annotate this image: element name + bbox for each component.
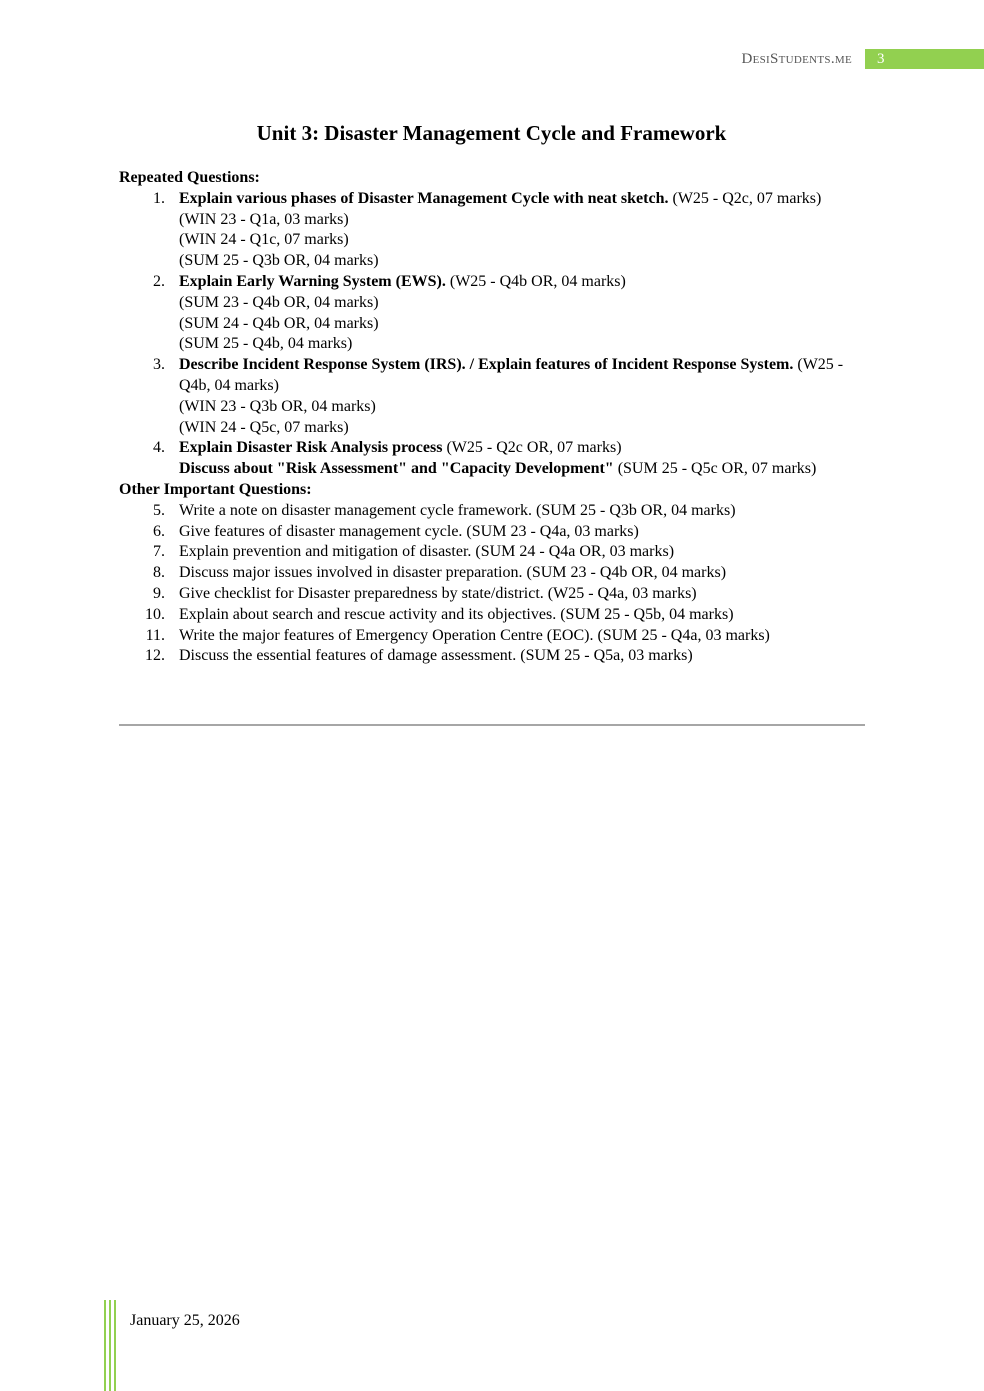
- item-question: Explain various phases of Disaster Management Cycle with neat sketch.: [179, 189, 669, 207]
- page-title: Unit 3: Disaster Management Cycle and Framework: [256, 121, 727, 145]
- item-text: Give checklist for Disaster preparedness by state/district. (W25 - Q4a, 03 marks): [179, 584, 697, 602]
- list-item: [119, 605, 864, 626]
- page-number: 3: [865, 49, 984, 69]
- item-number: 7.: [153, 543, 165, 561]
- list-item: [119, 501, 864, 522]
- item-reference: (WIN 24 - Q5c, 07 marks): [179, 418, 349, 436]
- item-reference: (SUM 25 - Q5c OR, 07 marks): [613, 460, 817, 478]
- item-text: Discuss the essential features of damage assessment. (SUM 25 - Q5a, 03 marks): [179, 647, 693, 665]
- page-content: [119, 118, 864, 667]
- item-reference: (W25 - Q2c OR, 07 marks): [442, 439, 622, 457]
- item-reference: (WIN 24 - Q1c, 07 marks): [179, 231, 349, 249]
- item-number: 6.: [153, 522, 165, 540]
- content-divider: [119, 724, 865, 726]
- list-item: [119, 646, 864, 667]
- item-reference: (WIN 23 - Q3b OR, 04 marks): [179, 397, 376, 415]
- list-item: [119, 272, 864, 355]
- item-text: Give features of disaster management cycle. (SUM 23 - Q4a, 03 marks): [179, 522, 639, 540]
- item-question: Discuss about "Risk Assessment" and "Capacity Development": [179, 460, 614, 478]
- item-number: 3.: [153, 356, 165, 374]
- other-heading: Other Important Questions:: [119, 480, 312, 498]
- item-number: 10.: [145, 605, 165, 623]
- list-item: [119, 563, 864, 584]
- repeated-heading: Repeated Questions:: [119, 169, 260, 186]
- item-text: Discuss major issues involved in disaster preparation. (SUM 23 - Q4b OR, 04 marks): [179, 564, 727, 582]
- item-reference: (SUM 24 - Q4b OR, 04 marks): [179, 314, 379, 332]
- header-site-name: DesiStudents.me: [741, 51, 852, 67]
- footer-date: January 25, 2026: [130, 1312, 240, 1329]
- item-reference: (W25 - Q4b OR, 04 marks): [445, 272, 626, 290]
- list-item: [119, 584, 864, 605]
- item-number: 5.: [153, 501, 165, 519]
- item-number: 4.: [153, 439, 165, 457]
- footer-accent-bars: [104, 1300, 118, 1391]
- item-text: Explain prevention and mitigation of disaster. (SUM 24 - Q4a OR, 03 marks): [179, 543, 675, 561]
- item-number: 11.: [145, 626, 165, 644]
- list-item: [119, 438, 864, 480]
- item-number: 1.: [153, 189, 165, 207]
- list-item: [119, 626, 864, 647]
- item-reference: (W25 - Q2c, 07 marks): [668, 189, 822, 207]
- item-question: Explain Disaster Risk Analysis process: [179, 439, 443, 457]
- item-question: Explain Early Warning System (EWS).: [179, 272, 446, 290]
- item-reference: (SUM 25 - Q3b OR, 04 marks): [179, 252, 379, 270]
- list-item: [119, 355, 864, 438]
- list-item: [119, 189, 864, 272]
- item-text: Write the major features of Emergency Operation Centre (EOC). (SUM 25 - Q4a, 03 marks): [179, 626, 770, 644]
- item-text: Explain about search and rescue activity and its objectives. (SUM 25 - Q5b, 04 marks): [179, 605, 734, 623]
- item-reference: (WIN 23 - Q1a, 03 marks): [179, 210, 349, 228]
- item-text: Write a note on disaster management cycle framework. (SUM 25 - Q3b OR, 04 marks): [179, 501, 736, 519]
- item-question: Describe Incident Response System (IRS). / Explain features of Incident Response System.: [179, 356, 794, 374]
- item-reference: (W25 - Q4b, 04 marks): [179, 356, 844, 394]
- list-item: [119, 542, 864, 563]
- item-reference: (SUM 23 - Q4b OR, 04 marks): [179, 293, 379, 311]
- item-number: 9.: [153, 584, 165, 602]
- item-reference: (SUM 25 - Q4b, 04 marks): [179, 335, 353, 353]
- item-number: 12.: [145, 647, 165, 665]
- item-number: 8.: [153, 564, 165, 582]
- list-item: [119, 522, 864, 543]
- item-number: 2.: [153, 272, 165, 290]
